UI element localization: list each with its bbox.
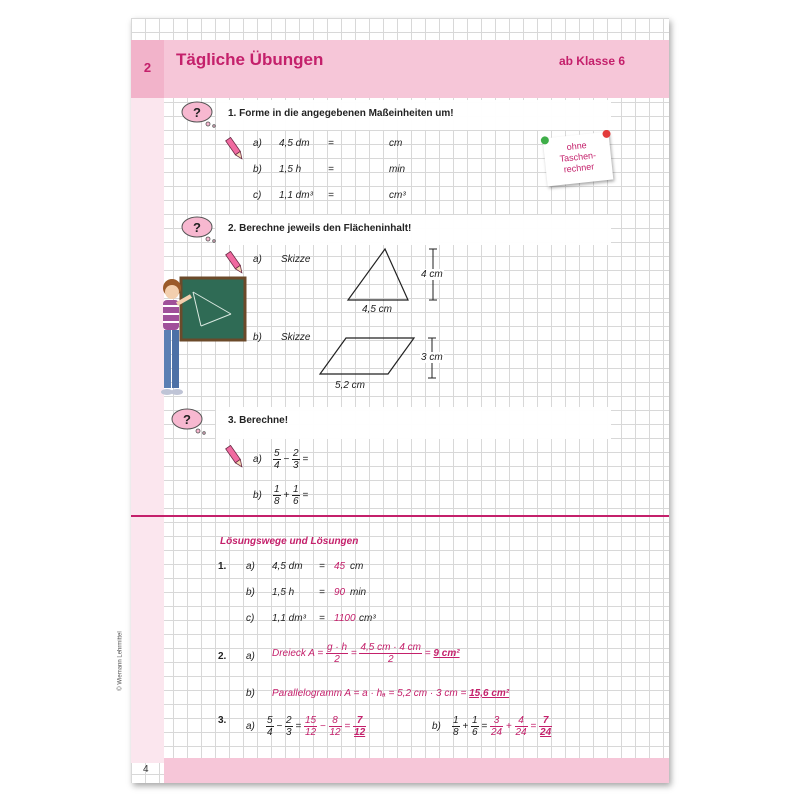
sticky-note-line: ohne <box>566 140 588 153</box>
solution1-row-result: 90 <box>334 587 346 598</box>
thought-bubble-icon <box>181 215 219 243</box>
task2-title: 2. Berechne jeweils den Flächeninhalt! <box>228 223 412 234</box>
solution1-row-unit: min <box>350 587 367 598</box>
solution1-row-label: a) <box>246 561 255 572</box>
equals-sign: = <box>295 721 302 733</box>
fraction <box>359 642 422 665</box>
task3-title: 3. Berechne! <box>228 415 289 426</box>
fraction <box>273 484 281 507</box>
task3-a-expression <box>253 448 308 471</box>
triangle-base-label: 4,5 cm <box>362 304 393 315</box>
solution3-a-label: a) <box>246 721 255 733</box>
numerator: 1 <box>293 484 299 495</box>
task2-b-text: Skizze <box>281 332 311 343</box>
parallelogram-base-label: 5,2 cm <box>335 380 366 391</box>
fraction <box>515 715 528 738</box>
solution1-row-unit: cm³ <box>359 613 376 624</box>
denominator: 8 <box>274 496 280 507</box>
task3-b-label: b) <box>253 490 262 502</box>
operator: + <box>462 721 469 733</box>
task2-a-text: Skizze <box>281 254 311 265</box>
pencil-icon <box>226 136 244 162</box>
svg-text:?: ? <box>183 412 191 427</box>
fraction <box>452 715 460 738</box>
task1-item-value: 1,1 dm³ <box>279 190 313 201</box>
fraction <box>273 448 281 471</box>
solution1-row-result: 1100 <box>334 613 356 624</box>
operator: + <box>283 490 290 502</box>
task1-item-equals: = <box>328 138 334 149</box>
equals-sign: = <box>344 721 351 733</box>
denominator: 2 <box>334 654 340 665</box>
numerator: 5 <box>267 715 273 726</box>
solution1-row-value: 1,1 dm³ <box>272 613 306 624</box>
equals-sign: = <box>481 721 488 733</box>
task1-title: 1. Forme in die angegebenen Maßeinheiten um! <box>228 108 454 119</box>
equals-sign: = <box>302 454 309 466</box>
task1-item-label: b) <box>253 164 262 175</box>
equals-sign: = <box>302 490 309 502</box>
solution2-number: 2. <box>218 651 227 662</box>
denominator: 12 <box>329 727 341 738</box>
footer-bar <box>164 758 669 783</box>
solution2-b-label: b) <box>246 688 255 699</box>
solution1-row-equals: = <box>319 587 325 598</box>
copyright-notice: © Wiemann Lehrmittel <box>117 631 124 691</box>
fraction-result <box>353 715 366 738</box>
solution1-row-unit: cm <box>350 561 364 572</box>
task1-item-label: c) <box>253 190 262 201</box>
numerator: 4 <box>515 715 528 727</box>
left-margin-strip <box>131 98 164 763</box>
girl-at-blackboard-illustration <box>157 274 249 402</box>
numerator: 7 <box>539 715 552 727</box>
svg-text:?: ? <box>193 105 201 120</box>
equals-sign: = <box>530 721 537 733</box>
svg-text:?: ? <box>193 220 201 235</box>
worksheet-page <box>117 18 669 783</box>
numerator: 1 <box>472 715 478 726</box>
solution3-number: 3. <box>218 715 227 726</box>
solution3-a-expression <box>246 715 366 738</box>
sticky-note-text <box>543 138 612 178</box>
thought-bubble-icon <box>181 100 219 128</box>
fraction <box>471 715 479 738</box>
equals-sign: = <box>424 648 431 660</box>
operator: + <box>505 721 512 733</box>
numerator: 1 <box>453 715 459 726</box>
solution2-a-expression <box>272 642 460 665</box>
fraction <box>329 715 342 738</box>
solution2-b-text: Parallelogramm A = a · hₐ = 5,2 cm · 3 cm = <box>272 688 467 699</box>
chapter-number: 2 <box>143 60 152 75</box>
numerator: g · h <box>327 642 348 653</box>
solution2-b-result: 15,6 cm² <box>469 688 510 699</box>
task1-item-unit: cm³ <box>389 190 406 201</box>
solution1-row-equals: = <box>319 613 325 624</box>
task2-a-label: a) <box>253 254 262 265</box>
solution3-b-expression <box>432 715 552 738</box>
page-number: 4 <box>143 764 149 775</box>
page-title: Tägliche Übungen <box>176 50 324 69</box>
sticky-note-line: rechner <box>563 161 595 175</box>
numerator: 8 <box>329 715 342 727</box>
solution1-row-value: 1,5 h <box>272 587 295 598</box>
solutions-heading: Lösungswege und Lösungen <box>220 536 359 547</box>
solution1-row-label: b) <box>246 587 255 598</box>
fraction <box>490 715 503 738</box>
solution2-a-label: a) <box>246 651 255 662</box>
solution1-row-equals: = <box>319 561 325 572</box>
denominator: 12 <box>304 727 317 738</box>
fraction <box>326 642 348 665</box>
denominator: 3 <box>293 460 299 471</box>
fraction <box>292 448 300 471</box>
solution1-row-result: 45 <box>334 561 346 572</box>
sticky-note-line: Taschen- <box>559 150 597 164</box>
solution1-row-label: c) <box>246 613 255 624</box>
solution2-a-result: 9 cm² <box>433 648 460 660</box>
denominator: 4 <box>274 460 280 471</box>
denominator: 12 <box>354 727 366 738</box>
operator: − <box>283 454 290 466</box>
pencil-icon <box>226 444 244 470</box>
operator: − <box>319 721 326 733</box>
numerator: 3 <box>490 715 503 727</box>
fraction-result <box>539 715 552 738</box>
fraction <box>304 715 317 738</box>
denominator: 6 <box>472 727 478 738</box>
solution1-number: 1. <box>218 561 227 572</box>
numerator: 1 <box>274 484 280 495</box>
solution2-a-prefix: Dreieck A = <box>272 648 324 660</box>
denominator: 24 <box>515 727 527 738</box>
equals-sign: = <box>350 648 357 660</box>
task1-item-equals: = <box>328 190 334 201</box>
triangle-height-label: 4 cm <box>421 269 443 280</box>
denominator: 8 <box>453 727 459 738</box>
parallelogram-height-label: 3 cm <box>421 352 443 363</box>
numerator: 4,5 cm · 4 cm <box>360 642 422 653</box>
denominator: 6 <box>293 496 299 507</box>
solution1-row-value: 4,5 dm <box>272 561 303 572</box>
solution3-b-label: b) <box>432 721 441 733</box>
denominator: 24 <box>540 727 552 738</box>
numerator: 2 <box>286 715 292 726</box>
numerator: 15 <box>304 715 317 726</box>
pencil-icon <box>226 250 244 276</box>
denominator: 4 <box>267 727 273 738</box>
task3-b-expression <box>253 484 308 507</box>
solutions-divider <box>131 515 669 517</box>
task1-item-label: a) <box>253 138 262 149</box>
numerator: 2 <box>293 448 299 459</box>
fraction <box>285 715 293 738</box>
fraction <box>292 484 300 507</box>
numerator: 7 <box>353 715 366 727</box>
fraction <box>266 715 274 738</box>
thought-bubble-icon <box>171 407 209 435</box>
denominator: 2 <box>387 654 394 665</box>
task1-item-unit: min <box>389 164 406 175</box>
task3-a-label: a) <box>253 454 262 466</box>
denominator: 3 <box>286 727 292 738</box>
operator: − <box>276 721 283 733</box>
task1-item-value: 4,5 dm <box>279 138 310 149</box>
numerator: 5 <box>274 448 280 459</box>
sticky-note <box>543 132 614 187</box>
task2-b-label: b) <box>253 332 262 343</box>
denominator: 24 <box>490 727 503 738</box>
task1-item-equals: = <box>328 164 334 175</box>
class-level: ab Klasse 6 <box>558 54 625 68</box>
task1-item-value: 1,5 h <box>279 164 302 175</box>
solution2-b-expression <box>272 688 509 699</box>
task1-item-unit: cm <box>389 138 403 149</box>
